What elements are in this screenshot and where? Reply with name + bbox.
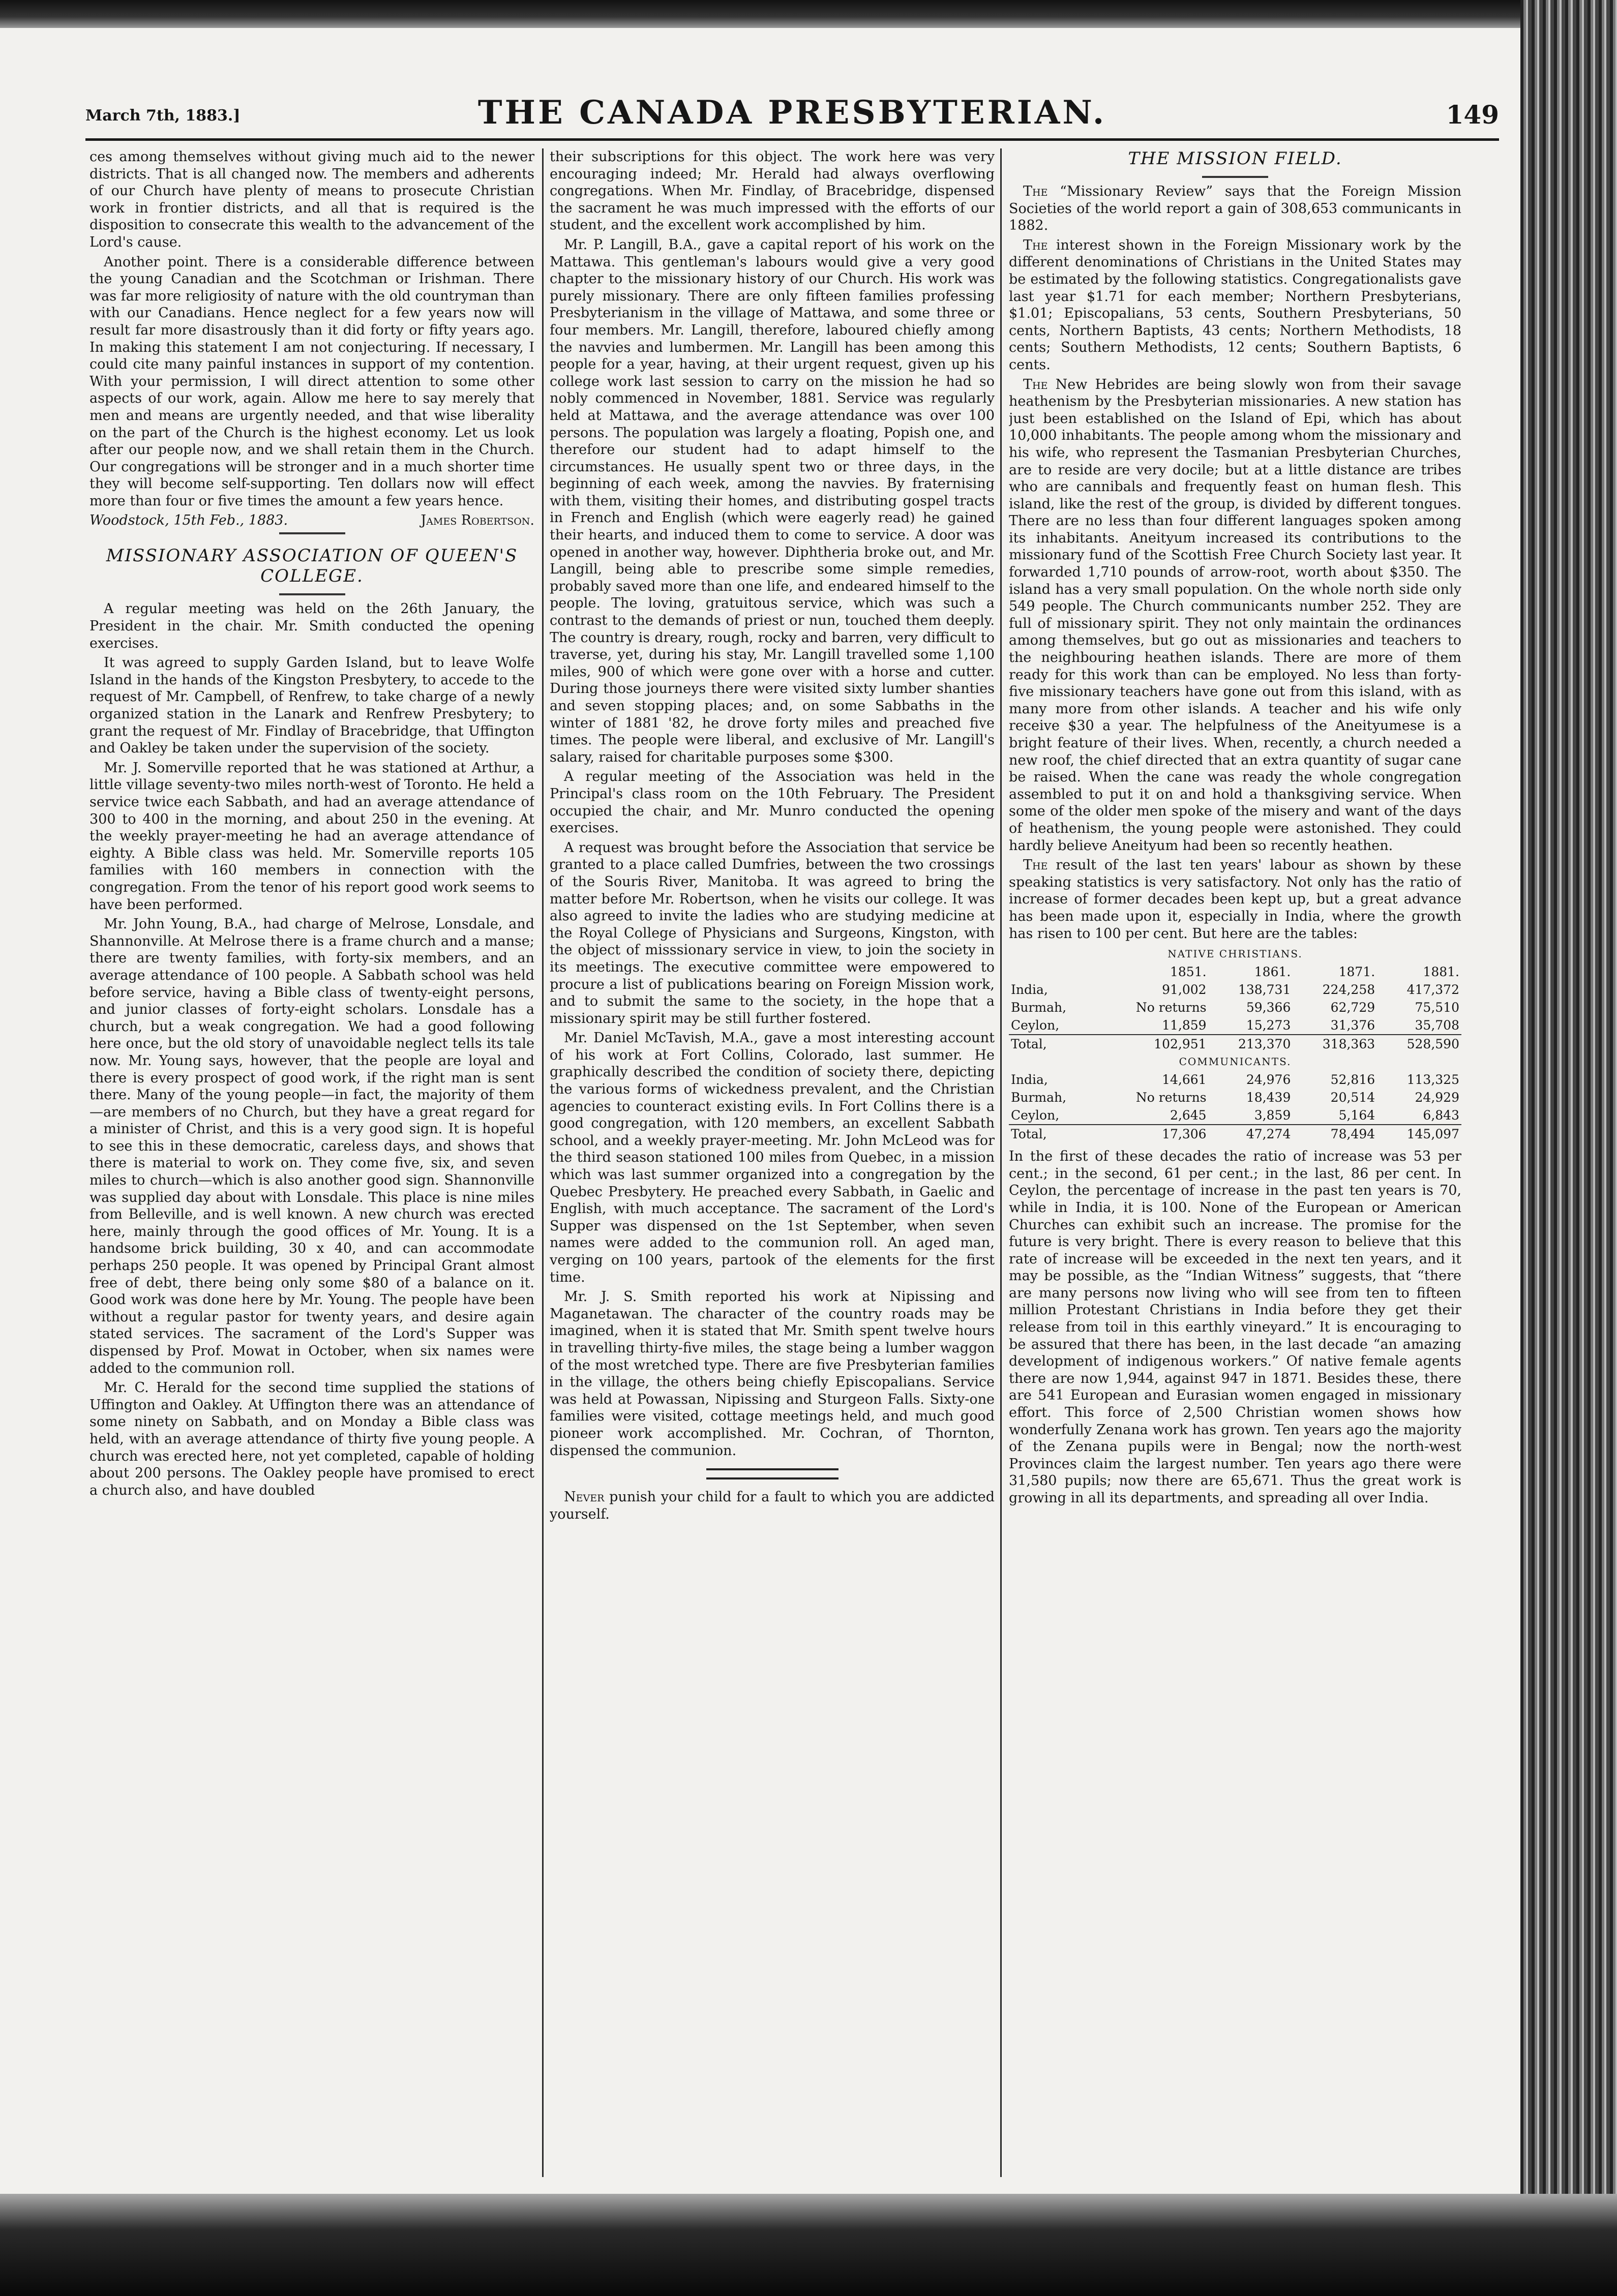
table-cell: 35,708: [1415, 1018, 1459, 1033]
table-row: [1009, 1016, 1461, 1035]
table-heading: COMMUNICANTS.: [1179, 1055, 1292, 1068]
paragraph-lead: The: [1023, 857, 1048, 873]
column-3: [1009, 148, 1461, 2177]
table-row: [1009, 1071, 1461, 1089]
table-header-row: [1009, 963, 1461, 981]
table-cell: No returns: [1135, 1090, 1207, 1105]
table-cell: 145,097: [1377, 1125, 1461, 1143]
statistics-table: [1009, 945, 1461, 1143]
article-paragraph: Mr. J. S. Smith reported his work at Nipissing and Maganetawan. The character of the country roads may be imagined, when it is stated that Mr. Smith spent twelve hours in travelling thirty-five miles, the stage being a lumber waggon of the most wretched type. There are five Presbyterian families in the village, the others being chiefly Episcopalians. Service was held at Powassan, Nipissing and Sturgeon Falls. Sixty-one families were visited, cottage meetings held, and much good pioneer work accomplished. Mr. Cochran, of Thornton, dispensed the communion.: [550, 1289, 995, 1459]
table-cell: 59,366: [1246, 1000, 1291, 1015]
table-cell: 102,951: [1097, 1035, 1208, 1053]
article-headline: MISSIONARY ASSOCIATION OF QUEEN'S COLLEGE.: [106, 546, 518, 587]
paragraph-text: New Hebrides are being slowly won from their savage heathenism by the Presbyterian missionaries. A new station has just been established on the Island of Epi, which has about 10,000 inhabitants. The people among whom the missionary and his wife, who represent the Tasmanian Presbyterian Churches, are to reside are very docile; but at a little distance are tribes who are cannibals and frequently feast on human flesh. This island, like the rest of the group, is divided by different tongues. There are no less than four different languages spoken among its inhabitants. Aneityum increased its contributions to the missionary fund of the Scottish Free Church Society last year. It forwarded 1,710 pounds of arrow-root, worth about $350. The island has a very small population. On the whole north side only 549 people. The Church communicants number 252. They are full of missionary spirit. They not only maintain the ordinances among themselves, but go out as missionaries and teachers to the neighbouring heathen islands. There are more of them ready for this work than can be employed. No less than forty-five missionary teachers have gone out from this island, with as many more from other islands. A teacher and his wife only receive $30 a year. The helpfulness of the Aneityumese is a bright feature of their lives. When, recently, a church needed a new roof, the chief directed that an extra quantity of sugar cane be raised. When the cane was ready the whole congregation assembled to put it on and hold a thanksgiving service. When some of the older men spoke of the misery and want of the days of heathenism, the young people were astonished. They could hardly believe Aneityum had been so recently heathen.: [1009, 376, 1461, 854]
paragraph-text: interest shown in the Foreign Missionary work by the different denominations of Christians in the United States may be estimated by the following statistics. Congregationalists gave last year $1.71 for each member; Northern Presbyterians, $1.01; Episcopalians, 53 cents, Southern Presbyterians, 50 cents, Northern Baptists, 43 cents; Northern Methodists, 18 cents; Southern Methodists, 12 cents; Southern Baptists, 6 cents.: [1009, 237, 1461, 373]
paragraph-lead: The: [1023, 376, 1048, 392]
table-cell: 2,645: [1170, 1108, 1207, 1123]
table-cell: 6,843: [1423, 1108, 1459, 1123]
column-2: [550, 148, 995, 2177]
table-row: [1009, 1089, 1461, 1106]
table-cell: 17,306: [1097, 1125, 1208, 1143]
paragraph-lead: The: [1023, 237, 1048, 253]
letter-paragraph: ces among themselves without giving much aid to the newer districts. That is all changed now. The members and adherents of our Church have plenty of means to prosecute Christian work in frontier districts, and all that is required is the disposition to consecrate this wealth to the advancement of the Lord's cause.: [89, 149, 534, 250]
table-cell: No returns: [1135, 1000, 1207, 1015]
table-cell: 224,258: [1322, 982, 1375, 998]
newspaper-title: THE CANADA PRESBYTERIAN.: [477, 94, 1107, 132]
article-paragraph: A regular meeting was held on the 26th January, the President in the chair. Mr. Smith conducted the opening exercises.: [89, 601, 534, 651]
letter-signature: [89, 512, 534, 529]
table-row: [1009, 1106, 1461, 1125]
paragraph-text: result of the last ten years' labour as shown by these speaking statistics is very satisfactory. Not only has the ratio of increase of former decades been kept up, but a great advance has been made upon it, especially in India, where the growth has risen to 100 per cent. But here are the tables:: [1009, 857, 1461, 942]
row-label: India,: [1011, 1072, 1048, 1087]
row-label: Ceylon,: [1011, 1018, 1060, 1033]
article-paragraph: Mr. P. Langill, B.A., gave a capital report of his work on the Mattawa. This gentleman's labours would give a very good chapter to the missionary history of our Church. His work was purely missionary. There are only fifteen families professing Presbyterianism in the village of Mattawa, and some three or four members. Mr. Langill, therefore, laboured chiefly among the navvies and lumbermen. Mr. Langill has been among this people for a year, having, at their urgent request, given up his college work last session to carry on the mission he had so nobly commenced in November, 1881. Service was regularly held at Mattawa, and the average attendance was over 100 persons. The population was largely a floating, Popish one, and therefore our student had to adapt himself to the circumstances. He usually spent two or three days, in the beginning of each week, among the navvies. By fraternising with them, visiting their homes, and distributing gospel tracts in French and English (which were eagerly read) he gained their hearts, and induced them to come to service. A door was opened in another way, however. Diphtheria broke out, and Mr. Langill, being able to prescribe some simple remedies, probably saved more than one life, and endeared himself to the people. The loving, gratuitous service, which was such a contrast to the demands of priest or nun, touched them deeply. The country is dreary, rough, rocky and barren, very difficult to traverse, yet, during his stay, Mr. Langill travelled some 1,100 miles, 900 of which were gone over with a horse and cutter. During those journeys there were visited sixty lumber shanties and seven stopping places; and, on some Sabbaths in the winter of 1881 '82, he drove forty miles and preached five times. The people were liberal, and exclusive of Mr. Langill's salary, raised for charitable purposes some $300.: [550, 236, 995, 765]
scan-edge-top: [0, 0, 1617, 28]
table-cell: 5,164: [1338, 1108, 1375, 1123]
article-paragraph: It was agreed to supply Garden Island, but to leave Wolfe Island in the hands of the Kingston Presbytery, to accede to the request of Mr. Campbell, of Renfrew, to take charge of a newly organized station in the Lanark and Renfrew Presbytery; to grant the request of Mr. Findlay of Bracebridge, that Uffington and Oakley be taken under the supervision of the society.: [89, 655, 534, 757]
headline-separator: [1202, 176, 1268, 178]
mission-paragraph: [1009, 183, 1461, 234]
year-header: 1881.: [1423, 964, 1459, 980]
table-cell: 14,661: [1162, 1072, 1207, 1087]
signature-author: James Robertson.: [421, 512, 534, 529]
article-paragraph: Mr. J. Somerville reported that he was stationed at Arthur, a little village seventy-two miles north-west of Toronto. He held a service twice each Sabbath, and had an average attendance of 300 to 400 in the morning, and about 250 in the evening. At the weekly prayer-meeting he had an average attendance of eighty. A Bible class was held. Mr. Somerville reports 105 families with 160 members in connection with the congregation. From the tenor of his report good work seems to have been performed.: [89, 760, 534, 913]
article-paragraph: Mr. Daniel McTavish, M.A., gave a most interesting account of his work at Fort Collins, Colorado, last summer. He graphically described the condition of society there, depicting the various forms of wickedness prevalent, and the Christian agencies to counteract existing evils. In Fort Collins there is a good congregation, with 120 members, an excellent Sabbath school, and a weekly prayer-meeting. Mr. John McLeod was for the third season stationed 100 miles from Quebec, in a mission which was last summer organized into a congregation by the Quebec Presbytery. He preached every Sabbath, in Gaelic and English, with much acceptance. The sacrament of the Lord's Supper was dispensed on the 1st September, when seven names were added to the communion roll. An aged man, verging on 100 years, partook of the elements for the first time.: [550, 1030, 995, 1285]
article-paragraph: A regular meeting of the Association was held in the Principal's class room on the 10th February. The President occupied the chair, and Mr. Munro conducted the opening exercises.: [550, 769, 995, 836]
table-cell: 11,859: [1162, 1018, 1207, 1033]
table-total-row: [1009, 1125, 1461, 1143]
issue-date: March 7th, 1883.]: [85, 107, 241, 125]
row-label: Burmah,: [1011, 1000, 1067, 1015]
header-rule: [85, 138, 1499, 141]
paragraph-lead: The: [1023, 184, 1048, 199]
table-cell: 31,376: [1330, 1018, 1375, 1033]
table-cell: 18,439: [1246, 1090, 1291, 1105]
mission-paragraph: [1009, 237, 1461, 374]
column-divider-2: [1000, 148, 1002, 2177]
table-cell: 52,816: [1330, 1072, 1375, 1087]
headline-separator: [279, 593, 345, 595]
article-paragraph: their subscriptions for this object. The work here was very encouraging indeed; Mr. Herald had always overflowing congregations. When Mr. Findlay, of Bracebridge, dispensed the sacrament he was much impressed with the efforts of our student, and the excellent work accomplished by him.: [550, 149, 995, 233]
letter-paragraph: Another point. There is a considerable difference between the young Canadian and the Scotchman or Irishman. There was far more religiosity of nature with the old countryman than with our Canadians. Hence neglect for a few years now will result far more disastrously than it did forty or fifty years ago. In making this statement I am not conjecturing. If necessary, I could cite many painful instances in support of my contention. With your permission, I will direct attention to some other aspects of our work, again. Allow me here to say merely that men and means are urgently needed, and that wise liberality on the part of the Church is the highest economy. Let us look after our people now, and we shall retain them in the Church. Our congregations will be stronger and in a much shorter time they will become self-supporting. Ten dollars now will effect more than four or five times the amount a few years hence.: [89, 254, 534, 509]
mission-paragraph: [1009, 376, 1461, 855]
table-cell: 3,859: [1254, 1108, 1291, 1123]
section-headline: THE MISSION FIELD.: [1128, 148, 1342, 169]
row-label: Total,: [1009, 1125, 1097, 1143]
notice-lead: Never: [564, 1489, 605, 1505]
signature-place-date: Woodstock, 15th Feb., 1883.: [89, 512, 288, 529]
notice-paragraph: [550, 1489, 995, 1523]
row-label: India,: [1011, 982, 1048, 998]
row-label: Total,: [1009, 1035, 1097, 1053]
table-cell: 138,731: [1238, 982, 1291, 998]
paragraph-text: “Missionary Review” says that the Foreign Mission Societies of the world report a gain of 308,653 communicants in 1882.: [1009, 184, 1461, 234]
table-cell: 24,929: [1415, 1090, 1459, 1105]
row-label: Ceylon,: [1011, 1108, 1060, 1123]
article-paragraph: A request was brought before the Association that service be granted to a place called Dumfries, between the two crossings of the Souris River, Manitoba. It was agreed to bring the matter before Mr. Robertson, when he visits our college. It was also agreed to invite the ladies who are studying medicine at the Royal College of Physicians and Surgeons, Kingston, with the object of misssionary service in view, to join the society in its meetings. The executive committee were empowered to procure a list of publications bearing on Foreign Mission work, and to submit the same to the society, in the hope that a missionary spirit may be still further fostered.: [550, 839, 995, 1026]
mission-paragraph: [1009, 857, 1461, 942]
table-cell: 24,976: [1246, 1072, 1291, 1087]
table-cell: 78,494: [1293, 1125, 1377, 1143]
article-paragraph: Mr. C. Herald for the second time supplied the stations of Uffington and Oakley. At Uffington there was an attendance of some ninety on Sabbath, and on Monday a Bible class was held, with an average attendance of thirty five young people. A church was erected here, not yet completed, capable of holding about 200 persons. The Oakley people have promised to erect a church also, and have doubled: [89, 1380, 534, 1498]
table-cell: 213,370: [1209, 1035, 1293, 1053]
scan-edge-right: [1520, 0, 1617, 2296]
row-label: Burmah,: [1011, 1090, 1067, 1105]
table-cell: 47,274: [1209, 1125, 1293, 1143]
notice-text: punish your child for a fault to which you are addicted yourself.: [550, 1489, 995, 1522]
page-number: 149: [1446, 100, 1499, 130]
table-cell: 62,729: [1330, 1000, 1375, 1015]
table-heading: NATIVE CHRISTIANS.: [1167, 948, 1303, 960]
table-cell: 528,590: [1377, 1035, 1461, 1053]
table-cell: 91,002: [1162, 982, 1207, 998]
table-row: [1009, 999, 1461, 1016]
table-cell: 318,363: [1293, 1035, 1377, 1053]
table-cell: 113,325: [1406, 1072, 1459, 1087]
year-header: 1851.: [1170, 964, 1207, 980]
table-total-row: [1009, 1035, 1461, 1053]
column-1: [89, 148, 534, 2177]
scan-edge-bottom: [0, 2194, 1617, 2296]
table-cell: 75,510: [1415, 1000, 1459, 1015]
table-row: [1009, 981, 1461, 999]
masthead: [85, 92, 1499, 137]
mission-paragraph: In the first of these decades the ratio of increase was 53 per cent.; in the second, 61 per cent.; in the last, 86 per cent. In Ceylon, the percentage of increase in the past ten years is 70, while in India, it is 100. None of the European or American Churches can exhibit such an increase. The promise for the future is very bright. There is every reason to believe that this rate of increase will be exceeded in the next ten years, and it may be possible, as the “Indian Witness” suggests, that “there are many persons now living who will see from ten to fifteen million Protestant Christians in India before they get their release from toil in this earthly vineyard.” It is encouraging to be assured that there has been, in the last decade “an amazing development of indigenous workers.” Of native female agents there are now 1,944, against 947 in 1871. Besides these, there are 541 European and Eurasian women engaged in missionary effort. This force of 2,500 Christian women shows how wonderfully Zenana work has grown. Ten years ago the majority of the Zenana pupils were in Bengal; now the north-west Provinces claim the largest number. Ten years ago there were 31,580 pupils; now there are 65,671. Thus the great work is growing in all its departments, and spreading all over India.: [1009, 1149, 1461, 1506]
table-cell: 15,273: [1246, 1018, 1291, 1033]
year-header: 1861.: [1254, 964, 1291, 980]
column-divider-1: [542, 148, 544, 2177]
section-separator: [279, 532, 345, 534]
article-paragraph: Mr. John Young, B.A., had charge of Melrose, Lonsdale, and Shannonville. At Melrose there is a frame church and a manse; there are twenty families, with forty-six members, and an average attendance of 100 people. A Sabbath school was held before service, having a Bible class of twenty-eight persons, and junior classes of forty-eight scholars. Lonsdale has a church, but a weak congregation. We had a good following here once, but the old story of unavoidable neglect tells its tale now. Mr. Young says, however, that the people are loyal and there is every prospect of good work, if the right man is sent there. Many of the young people—in fact, the majority of them—are members of no Church, but they have a great regard for a minister of Christ, and this is a very good sign. It is hopeful to see this in these democratic, careless days, and shows that there is material to work on. They come five, six, and seven miles to church—which is also another good sign. Shannonville was supplied day about with Lonsdale. This place is nine miles from Belleville, and is well known. A new church was erected here, mainly through the good offices of Mr. Young. It is a handsome brick building, 30 x 40, and can accommodate perhaps 250 people. It was opened by Principal Grant almost free of debt, there being only some $80 of a balance on it. Good work was done here by Mr. Young. The people have been without a regular pastor for twenty years, and desire again stated services. The sacrament of the Lord's Supper was dispensed by Prof. Mowat in October, when six names were added to the communion roll.: [89, 916, 534, 1376]
table-cell: 417,372: [1406, 982, 1459, 998]
ornamental-rule: [706, 1468, 839, 1479]
table-cell: 20,514: [1330, 1090, 1375, 1105]
year-header: 1871.: [1338, 964, 1375, 980]
